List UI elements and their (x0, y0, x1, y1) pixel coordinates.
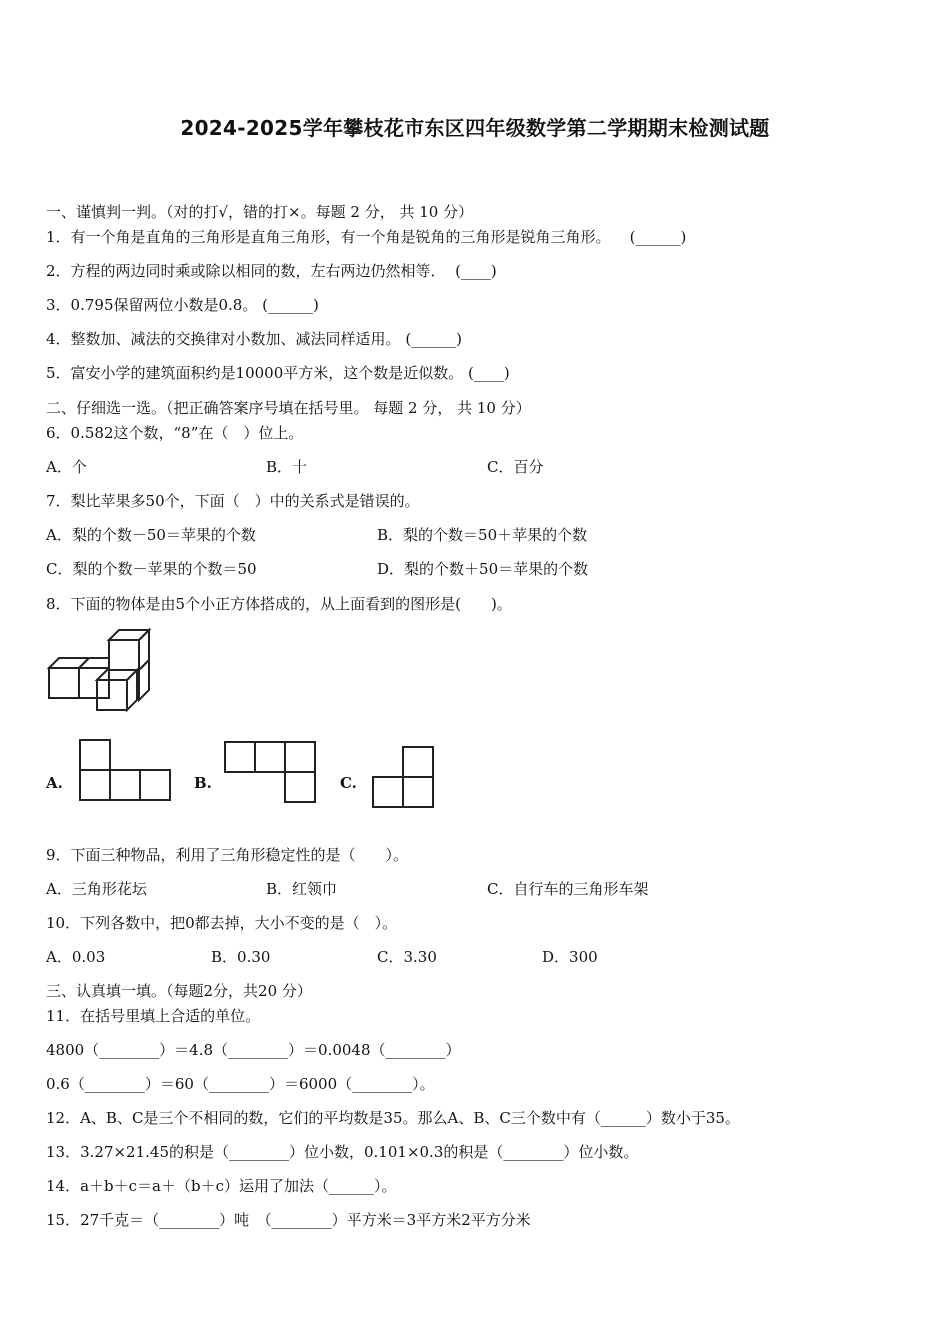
q7-option-b: B．梨的个数＝50＋苹果的个数 (377, 526, 588, 544)
question-3: 3．0.795保留两位小数是0.8。 (______) (46, 296, 319, 314)
q9-option-b: B．红领巾 (266, 880, 338, 898)
q9-option-a: A．三角形花坛 (46, 880, 147, 898)
q10-option-a: A．0.03 (46, 948, 106, 966)
question-8: 8．下面的物体是由5个小正方体搭成的，从上面看到的图形是( )。 (46, 595, 512, 613)
q9-option-c: C．自行车的三角形车架 (487, 880, 649, 898)
page-title: 2024-2025学年攀枝花市东区四年级数学第二学期期末检测试题 (180, 116, 770, 140)
cube-front-side-face (127, 670, 137, 710)
question-10: 10．下列各数中，把0都去掉，大小不变的是（ ）。 (46, 914, 398, 932)
question-12: 12．A、B、C是三个不相同的数，它们的平均数是35。那么A、B、C三个数中有（______）数小于35。 (46, 1109, 740, 1127)
question-1: 1．有一个角是直角的三角形是直角三角形，有一个角是锐角的三角形是锐角三角形。 (______) (46, 228, 687, 246)
cube-mid-top-face (79, 658, 109, 668)
q10-option-d: D．300 (542, 948, 598, 966)
q6-option-a: A．个 (46, 458, 87, 476)
q8-option-c-figure (370, 745, 438, 811)
cube-top-front (109, 640, 139, 670)
cube-left-front (49, 668, 79, 698)
question-4: 4．整数加、减法的交换律对小数加、减法同样适用。 (______) (46, 330, 463, 348)
question-11-line-b: 0.6（________）＝60（________）＝6000（________）。 (46, 1075, 435, 1093)
cube-column-side-face (139, 660, 149, 700)
question-7: 7．梨比苹果多50个，下面（ ）中的关系式是错误的。 (46, 492, 420, 510)
q8-label-b: B. (194, 774, 212, 792)
question-15: 15．27千克＝（________）吨 （________）平方米＝3平方米2平方分米 (46, 1211, 531, 1229)
q7-option-d: D．梨的个数＋50＝苹果的个数 (377, 560, 589, 578)
q8-option-b-figure (223, 740, 321, 806)
question-6: 6．0.582这个数，“8”在（ ）位上。 (46, 424, 304, 442)
question-2: 2．方程的两边同时乘或除以相同的数，左右两边仍然相等． (____) (46, 262, 497, 280)
q10-option-c: C．3.30 (377, 948, 437, 966)
q8-label-c: C. (340, 774, 357, 792)
cube-front-front (97, 680, 127, 710)
question-9: 9．下面三种物品，利用了三角形稳定性的是（ ）。 (46, 846, 409, 864)
q6-option-b: B．十 (266, 458, 308, 476)
q8-label-a: A. (46, 774, 63, 792)
q7-option-a: A．梨的个数－50＝苹果的个数 (46, 526, 256, 544)
section-3-heading: 三、认真填一填。（每题2分，共20 分） (46, 982, 312, 1000)
q8-option-a-figure (78, 738, 174, 804)
section-2-heading: 二、仔细选一选。（把正确答案序号填在括号里。 每题 2 分， 共 10 分） (46, 399, 531, 417)
question-13: 13．3.27×21.45的积是（________）位小数，0.101×0.3的积是（________）位小数。 (46, 1143, 639, 1161)
q7-option-c: C．梨的个数－苹果的个数＝50 (46, 560, 257, 578)
question-14: 14．a＋b＋c＝a＋（b＋c）运用了加法（______）。 (46, 1177, 397, 1195)
question-11: 11．在括号里填上合适的单位。 (46, 1007, 261, 1025)
question-11-line-a: 4800（________）＝4.8（________）＝0.0048（________） (46, 1041, 461, 1059)
q6-option-c: C．百分 (487, 458, 544, 476)
cube-stack-figure (44, 625, 156, 717)
q10-option-b: B．0.30 (211, 948, 271, 966)
question-5: 5．富安小学的建筑面积约是10000平方米，这个数是近似数。 (____) (46, 364, 510, 382)
section-1-heading: 一、谨慎判一判。（对的打√，错的打×。每题 2 分， 共 10 分） (46, 203, 474, 221)
